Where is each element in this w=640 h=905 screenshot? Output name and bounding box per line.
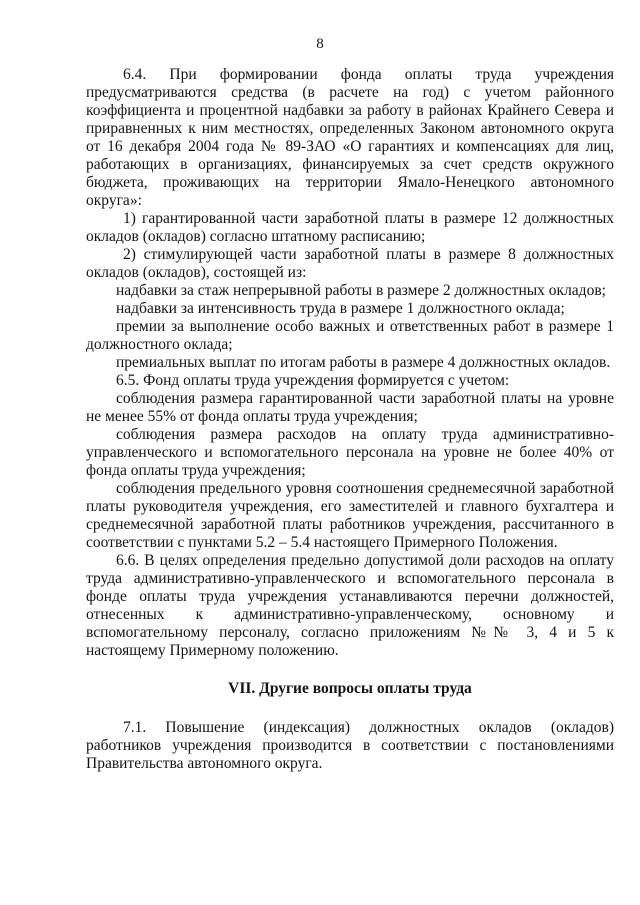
page-number: 8 [316,36,324,52]
list-item-bonus-payments: премиальных выплат по итогам работы в размере 4 должностных окладов. [116,354,611,371]
list-item-stimulating-part: 2) стимулирующей части заработной платы в размере 8 должностных окладов (окладов), состоящей из: [86,246,614,281]
paragraph-6-6: 6.6. В целях определения предельно допустимой доли расходов на оплату труда административно-управленческого и вспомогательного персонала в фонде оплаты труда учреждения устанавливаются перечни должностей, отнесенных к административно-управленческому, основному и вспомогательному персоналу, согласно приложениям №№ 3, 4 и 5 к настоящему Примерному положению. [86,552,614,659]
paragraph-7-1: 7.1. Повышение (индексация) должностных окладов (окладов) работников учреждения производится в соответствии с постановлениями Правительства автономного округа. [86,719,614,772]
list-item-salary-ratio: соблюдения предельного уровня соотношения среднемесячной заработной платы руководителя учреждения, его заместителей и главного бухгалтера и среднемесячной заработной платы работников учреждения, рассчитанного в соответствии с пунктами 5.2 – 5.4 настоящего Примерного Положения. [86,480,614,551]
paragraph-6-5: 6.5. Фонд оплаты труда учреждения формируется с учетом: [116,372,510,389]
list-item-seniority-bonus: надбавки за стаж непрерывной работы в размере 2 должностных окладов; [116,282,606,299]
list-item-admin-share: соблюдения размера расходов на оплату труда административно-управленческого и вспомогательного персонала на уровне не более 40% от фонда оплаты труда учреждения; [86,426,614,479]
list-item-intensity-bonus: надбавки за интенсивность труда в размере 1 должностного оклада; [116,300,565,317]
paragraph-6-4: 6.4. При формировании фонда оплаты труда учреждения предусматриваются средства (в расчете на год) с учетом районного коэффициента и процентной надбавки за работу в районах Крайнего Севера и приравненных к ним местностях, определенных Законом автономного округа от 16 декабря 2004 года № 89-ЗАО «О гарантиях и компенсациях для лиц, работающих в организациях, финансируемых за счет средств окружного бюджета, проживающих на территории Ямало-Ненецкого автономного округа»: [86,66,614,209]
list-item-guaranteed-share: соблюдения размера гарантированной части заработной платы на уровне не менее 55% от фонда оплаты труда учреждения; [86,390,614,425]
list-item-guaranteed-part: 1) гарантированной части заработной платы в размере 12 должностных окладов (окладов) согласно штатному расписанию; [86,210,614,245]
document-body [86,66,614,773]
section-heading: VII. Другие вопросы оплаты труда [228,680,472,697]
list-item-premium: премии за выполнение особо важных и ответственных работ в размере 1 должностного оклада; [86,318,614,353]
